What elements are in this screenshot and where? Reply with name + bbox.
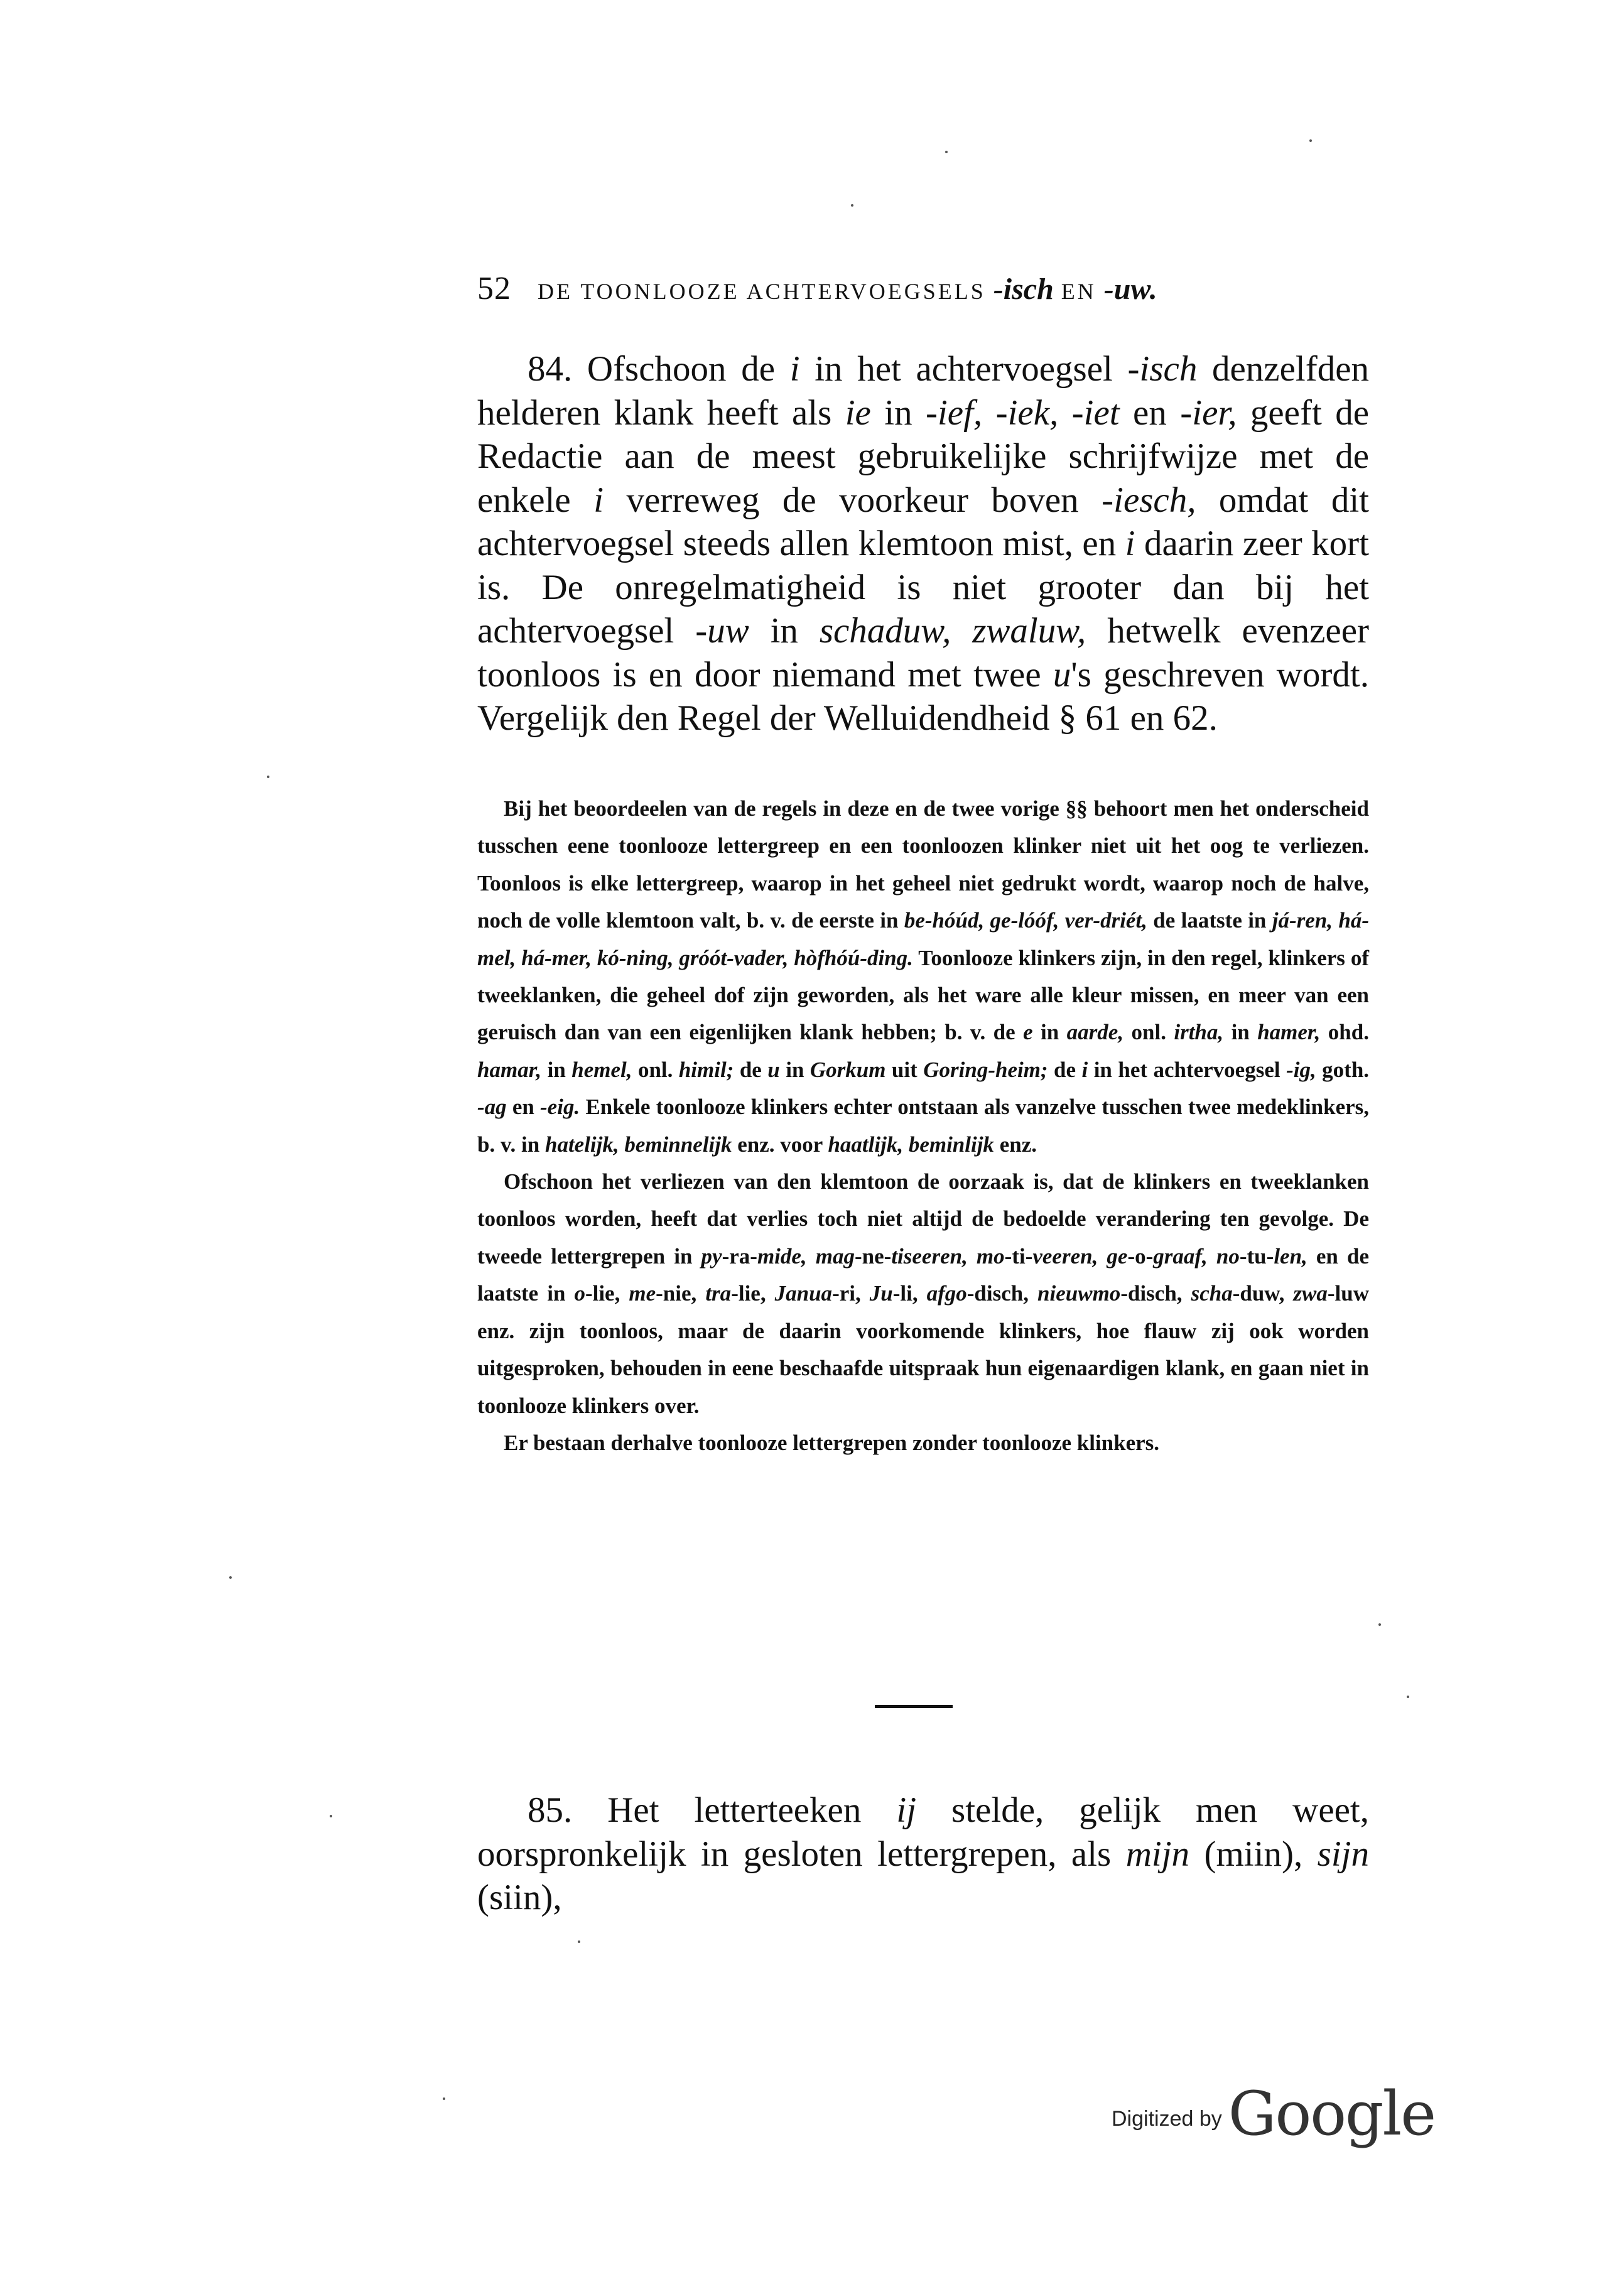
paper-speck <box>267 776 269 778</box>
section-84 <box>477 347 1369 740</box>
digitized-by-google-watermark <box>1112 2079 1435 2149</box>
section-85 <box>477 1788 1369 1920</box>
section-number: 84. <box>528 349 573 389</box>
section-number: 85. <box>528 1790 573 1830</box>
watermark-prefix: Digitized by <box>1112 2107 1222 2131</box>
paper-speck <box>1309 139 1312 142</box>
running-head <box>477 270 1281 307</box>
running-head-conjunction: EN <box>1061 279 1096 304</box>
running-head-title: DE TOONLOOZE ACHTERVOEGSELS <box>538 279 986 304</box>
page-number: 52 <box>477 271 511 306</box>
suffix-uw: -uw. <box>1103 273 1157 306</box>
suffix-isch: -isch <box>993 273 1054 306</box>
paper-speck <box>443 2097 445 2100</box>
google-logo: Google <box>1228 2079 1435 2149</box>
paper-speck <box>1378 1623 1381 1626</box>
note-paragraph-2: Ofschoon het verliezen van den klemtoon de oorzaak is, dat de klinkers en tweeklanken toonloos worden, heeft dat verlies toch niet altijd de bedoelde verandering ten gevolge. De tweede lettergrepen in py-ra-mide, mag-ne-tiseeren, mo-ti-veeren, ge-o-graaf, no-tu-len, en de laatste in o-lie, me-nie, tra-lie, Janua-ri, Ju-li, afgo-disch, nieuwmo-disch, scha-duw, zwa-luw enz. zijn toonloos, maar de daarin voorkomende klinkers, hoe flauw zij ook worden uitgesproken, behouden in eene beschaafde uitspraak hun eigenaardigen klank, en gaan niet in toonlooze klinkers over. <box>477 1169 1370 1418</box>
paper-speck <box>578 1940 580 1943</box>
section-85-paragraph: 85. Het letterteeken ij stelde, gelijk men weet, oorspronkelijk in gesloten lettergrepen, als mijn (miin), sijn (siin), <box>477 1790 1370 1917</box>
paper-speck <box>229 1576 232 1579</box>
section-divider <box>875 1705 953 1708</box>
section-84-paragraph: 84. Ofschoon de i in het achtervoegsel -isch denzelfden helderen klank heeft als ie in -ief, -iek, -iet en -ier, geeft de Redactie aan de meest gebruikelijke schrijfwijze met de enkele i verreweg de voorkeur boven -iesch, omdat dit achtervoegsel steeds allen klemtoon mist, en i daarin zeer kort is. De onregelmatigheid is niet grooter dan bij het achtervoegsel -uw in schaduw, zwaluw, hetwelk evenzeer toonloos is en door niemand met twee u's geschreven wordt. Vergelijk den Regel der Welluidendheid § 61 en 62. <box>477 349 1370 738</box>
paper-speck <box>945 151 948 153</box>
paper-speck <box>1407 1696 1409 1698</box>
note-paragraph-3: Er bestaan derhalve toonlooze lettergrepen zonder toonlooze klinkers. <box>504 1430 1160 1455</box>
footnote-block <box>477 790 1369 1461</box>
paper-speck <box>851 204 853 207</box>
note-paragraph-1: Bij het beoordeelen van de regels in deze en de twee vorige §§ behoort men het onderscheid tusschen eene toonlooze lettergreep en een toonloozen klinker niet uit het oog te verliezen. Toonloos is elke lettergreep, waarop in het geheel niet gedrukt wordt, waarop noch de halve, noch de volle klemtoon valt, b. v. de eerste in be-hóúd, ge-lóóf, ver-driét, de laatste in já-ren, há-mel, há-mer, kó-ning, gróót-vader, hòfhóú-ding. Toonlooze klinkers zijn, in den regel, klinkers of tweeklanken, die geheel dof zijn geworden, als het ware alle kleur missen, en meer van een geruisch dan van een eigenlijken klank hebben; b. v. de e in aarde, onl. irtha, in hamer, ohd. hamar, in hemel, onl. himil; de u in Gorkum uit Goring-heim; de i in het achtervoegsel -ig, goth. -ag en -eig. Enkele toonlooze klinkers echter ontstaan als vanzelve tusschen twee medeklinkers, b. v. in hatelijk, beminnelijk enz. voor haatlijk, beminlijk enz. <box>477 796 1370 1157</box>
paper-speck <box>330 1815 332 1817</box>
